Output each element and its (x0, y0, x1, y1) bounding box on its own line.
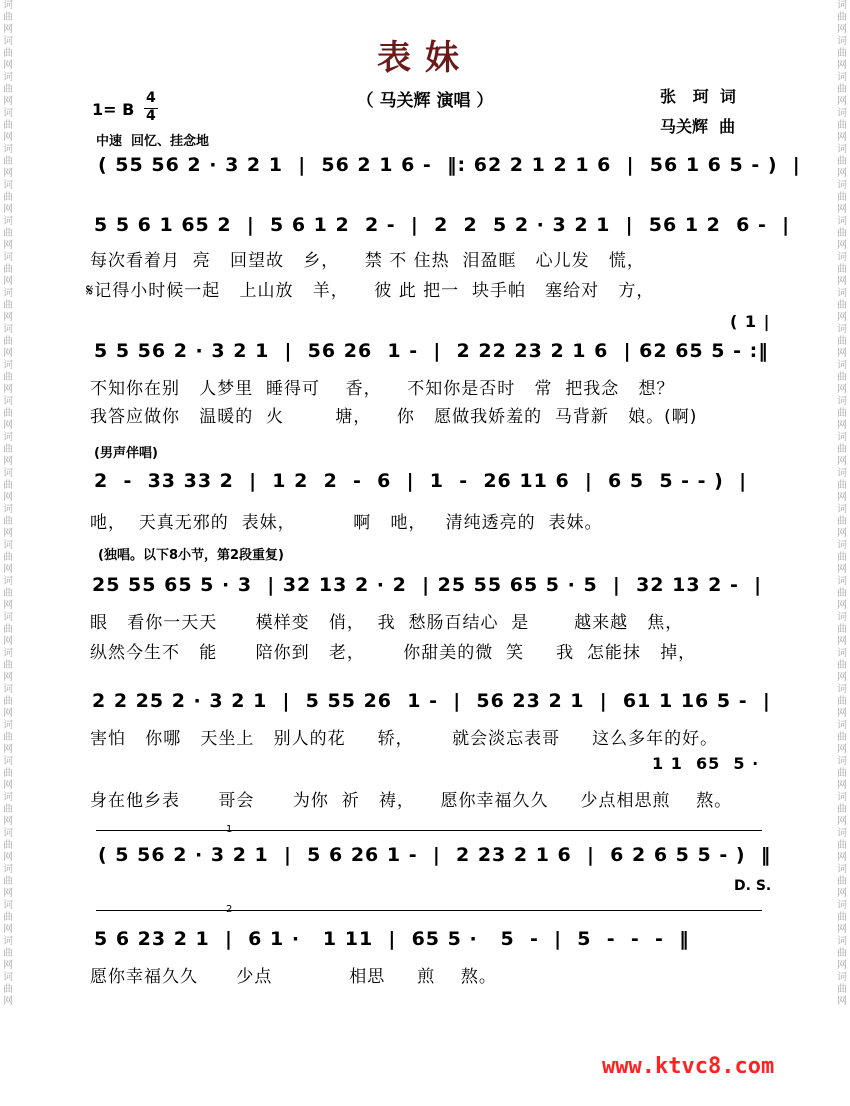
verse2-notes: 5 5 56 2 · 3 2 1 | 56 26 1 - | 2 22 23 2 1 6 | 62 65 5 - :‖ (94, 340, 769, 362)
solo-lyric-2: 纵然今生不 能 陪你到 老， 你甜美的微 笑 我 怎能抹 掉， (90, 643, 697, 663)
solo-lyric-1: 眼 看你一天天 模样变 俏， 我 愁肠百结心 是 越来越 焦， (90, 613, 684, 633)
volta-number-1: 1 (226, 824, 233, 835)
chorus-lyric-1: 吔， 天真无邪的 表妹， 啊 吔， 清纯透亮的 表妹。 (90, 513, 603, 533)
volta-bracket-2 (96, 910, 762, 911)
key-signature: 1= B (92, 100, 135, 119)
tempo-marking: 中速 回忆、挂念地 (96, 134, 210, 149)
website-watermark: www.ktvc8.com (602, 1054, 775, 1079)
time-signature-bottom: 4 (146, 108, 156, 124)
verse1-lyric-2: 𝄋记得小时候一起 上山放 羊， 彼 此 把一 块手帕 塞给对 方， (86, 281, 655, 301)
verse3-aside-notes: 1 1 65 5 · (652, 754, 760, 773)
verse2-lyric-1: 不知你在别 人梦里 睡得可 香， 不知你是否时 常 把我念 想？ (90, 379, 675, 399)
solo-notes: 25 55 65 5 · 3 | 32 13 2 · 2 | 25 55 65 5 · 5 | 32 13 2 - | (92, 574, 763, 596)
song-subtitle: （ 马关辉 演唱 ） (356, 91, 494, 111)
intro-notes: ( 55 56 2 · 3 2 1 | 56 2 1 6 - ‖: 62 2 1 2 1 6 | 56 1 6 5 - ) | (98, 154, 801, 176)
ending1-notes: ( 5 56 2 · 3 2 1 | 5 6 26 1 - | 2 23 2 1 6 | 6 2 6 5 5 - ) ‖ (98, 844, 772, 866)
lyricist-credit: 张 珂 词 (660, 87, 736, 106)
verse2-lyric-2: 我答应做你 温暖的 火 塘， 你 愿做我娇羞的 马背新 娘。(啊) (90, 407, 698, 427)
time-signature-top: 4 (146, 90, 156, 106)
ending2-notes: 5 6 23 2 1 | 6 1 · 1 11 | 65 5 · 5 - | 5 - - - ‖ (94, 928, 690, 950)
song-title: 表妹 (377, 38, 473, 78)
verse2-aside-notes: ( 1 | (730, 312, 771, 331)
dal-segno-mark: D. S. (734, 878, 772, 894)
chorus-notes: 2 - 33 33 2 | 1 2 2 - 6 | 1 - 26 11 6 | 6 5 5 - - ) | (94, 470, 748, 492)
verse1-lyric-1: 每次看着月 亮 回望故 乡， 禁 不 住热 泪盈眶 心儿发 慌， (90, 251, 645, 271)
composer-credit: 马关辉 曲 (660, 117, 736, 136)
verse3-lyric-2: 身在他乡表 哥会 为你 祈 祷， 愿你幸福久久 少点相思煎 熬。 (90, 791, 733, 811)
verse3-notes: 2 2 25 2 · 3 2 1 | 5 55 26 1 - | 56 23 2 1 | 61 1 16 5 - | (92, 690, 771, 712)
side-watermark-right: 词曲网词曲网词曲网词曲网词曲网词曲网词曲网词曲网词曲网词曲网词曲网词曲网词曲网词曲网词曲网词曲网词曲网词曲网词曲网词曲网词曲网词曲网词曲网词曲网词曲网词曲网词曲网词曲网 (837, 0, 847, 1007)
verse3-lyric-1: 害怕 你哪 天坐上 别人的花 轿， 就会淡忘表哥 这么多年的好。 (90, 729, 719, 749)
ending2-lyric-1: 愿你幸福久久 少点 相思 煎 熬。 (90, 967, 497, 987)
volta-bracket-1 (96, 830, 762, 831)
verse1-notes: 5 5 6 1 65 2 | 5 6 1 2 2 - | 2 2 5 2 · 3 2 1 | 56 1 2 6 - | (94, 214, 791, 236)
chorus-label: (男声伴唱) (94, 446, 158, 461)
side-watermark-left: 词曲网词曲网词曲网词曲网词曲网词曲网词曲网词曲网词曲网词曲网词曲网词曲网词曲网词曲网词曲网词曲网词曲网词曲网词曲网词曲网词曲网词曲网词曲网词曲网词曲网词曲网词曲网词曲网 (3, 0, 13, 1007)
solo-label: (独唱。以下8小节，第2段重复) (98, 548, 284, 563)
volta-number-2: 2 (226, 904, 233, 915)
